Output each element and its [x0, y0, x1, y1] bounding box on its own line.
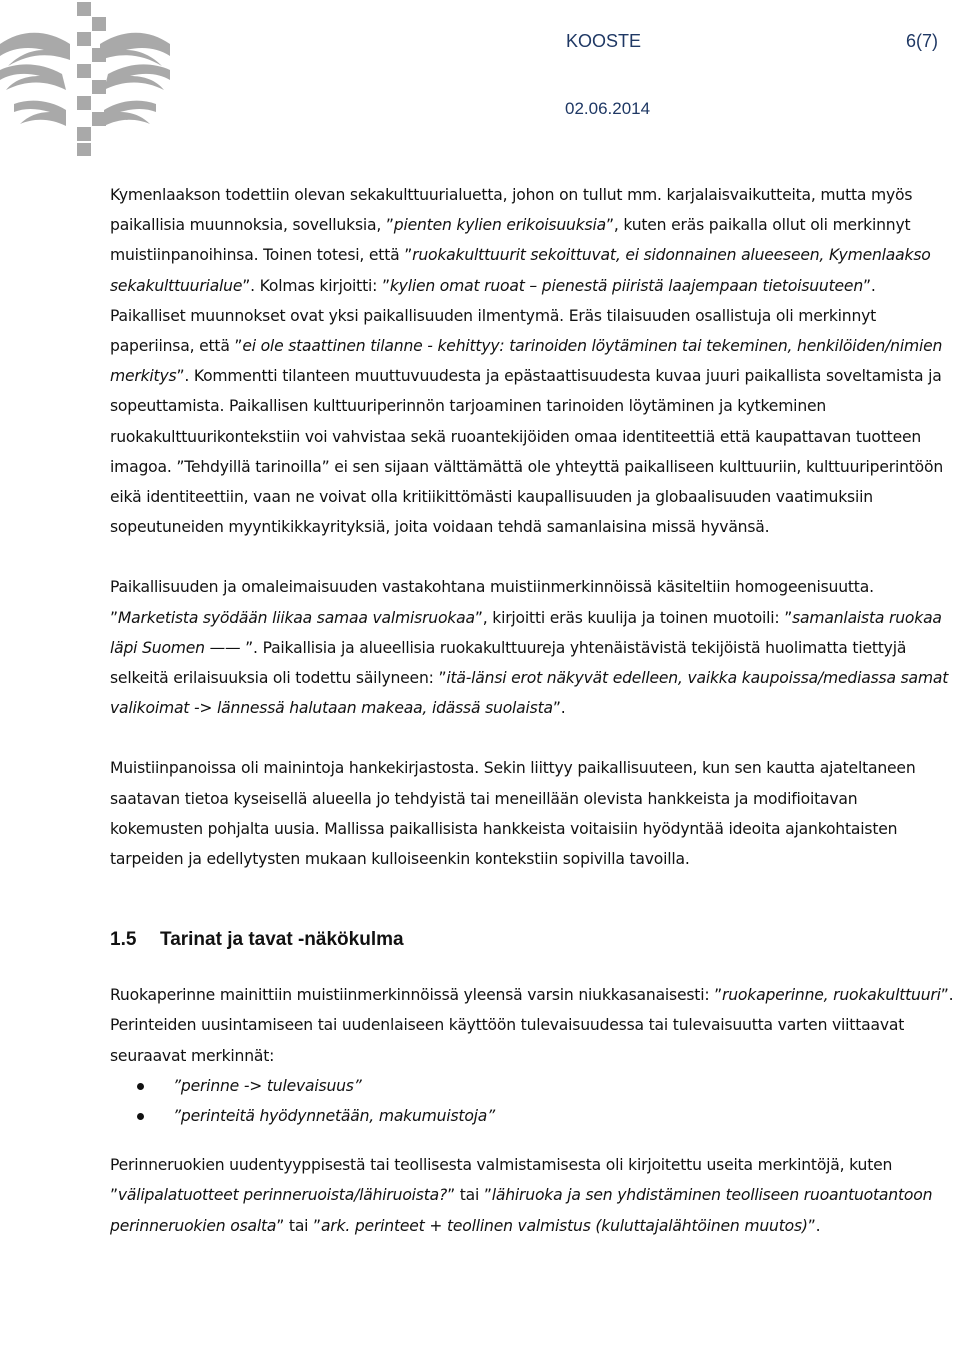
paragraph-industrial-production: [110, 1150, 955, 1241]
text-run: ”. Paikalliset muunnokset ovat yksi paikallisuuden ilmentymä. Eräs tilaisuuden osallistuja oli merkinnyt paperiinsa, että ”: [110, 276, 877, 356]
quoted-note: ei ole staattinen tilanne - kehittyy: tarinoiden löytäminen tai tekeminen, henkilöiden/nimien merkitys: [110, 337, 943, 386]
text-run: Ruokaperinne mainittiin muistiinmerkinnöissä yleensä varsin niukkasanaisesti: ”: [110, 986, 723, 1005]
bullet-text: ”perinne -> tulevaisuus”: [173, 1076, 362, 1095]
quoted-note: samanlaista ruokaa läpi Suomen ——: [110, 608, 942, 657]
section-heading: [110, 925, 955, 955]
document-body: [110, 180, 955, 1241]
university-flame-logo: [0, 0, 170, 158]
text-run: ”.: [552, 699, 566, 718]
text-run: ”. Kommentti tilanteen muuttuvuudesta ja epästaattisuudesta kuvaa juuri paikallista soveltamista ja sopeuttamista. Paikallisen kulttuuriperinnön tarjoaminen tarinoiden löytäminen ja kytkeminen ruokakulttuurikontekstiin voi vahvistaa sekä ruoantekijöiden omaa identiteettiä että kaupattavan tuotteen imagoa. ”Tehdyillä tarinoilla” ei sen sijaan välttämättä ole yhteyttä paikalliseen kulttuuriin, kulttuuriperintöön eikä identiteettiin, vaan ne voivat olla kritiikittömästi kaupallisuuden ja globaalisuuden vaatimuksiin sopeutuneiden myyntikikkayrityksiä, joita voidaan tehdä samanlaisina missä hyvänsä.: [110, 367, 944, 537]
text-run: ”. Paikallisia ja alueellisia ruokakulttuureja yhtenäistävistä tekijöistä huolimatta tiettyjä selkeitä erilaisuuksia oli todettu säilyneen: ”: [110, 638, 907, 688]
section-title: Tarinat ja tavat -näkökulma: [160, 929, 404, 951]
paragraph-local-variations: [110, 180, 955, 542]
list-item: [110, 1101, 955, 1131]
text-run: Kymenlaakson todettiin olevan sekakulttuurialuetta, johon on tullut mm. karjalaisvaikutteita, mutta myös paikallisia muunnoksia, sovelluksia, ”: [110, 186, 913, 235]
text-run: ” tai ”: [447, 1186, 492, 1205]
text-run: Muistiinpanoissa oli mainintoja hankekirjastosta. Sekin liittyy paikallisuuteen, kun sen kautta ajateltaneen saatavan tietoa kyseisellä alueella jo tehdyistä tai meneillään olevista hankkeista ja modifioitavan kokemusten pohjalta uusia. Mallissa paikallisista hankkeista voitaisiin hyödyntää ideoita ajankohtaisten tarpeiden ja edellytysten mukaan kulloiseenkin kontekstiin sopivilla tavoilla.: [110, 759, 916, 869]
quoted-note: itä-länsi erot näkyvät edelleen, vaikka kaupoissa/mediassa samat valikoimat -> lännessä halutaan makeaa, idässä suolaista: [110, 669, 949, 718]
list-item: [110, 1071, 955, 1101]
paragraph-project-library: [110, 753, 955, 874]
text-run: ”. Perinteiden uusintamiseen tai uudenlaiseen käyttöön tulevaisuudessa tai tulevaisuutta varten viittaavat seuraavat merkinnät:: [110, 986, 954, 1065]
quoted-note: pienten kylien erikoisuuksia: [393, 216, 606, 235]
bullet-icon: [137, 1113, 144, 1120]
quoted-note: välipalatuotteet perinneruoista/lähiruoista?: [117, 1186, 448, 1205]
document-date: 02.06.2014: [565, 99, 651, 118]
section-number: 1.5: [110, 929, 137, 951]
bullet-list: [110, 1071, 955, 1131]
page-number: 6(7): [906, 31, 939, 51]
text-run: Perinneruokien uudentyyppisestä tai teollisesta valmistamisesta oli kirjoitettu useita merkintöjä, kuten ”: [110, 1156, 893, 1205]
text-run: ”, kuten eräs paikalla ollut oli merkinnyt muistiinpanoihinsa. Toinen totesi, että ”: [110, 216, 911, 265]
quoted-note: ruokaperinne, ruokakulttuuri: [722, 986, 941, 1005]
quoted-note: ark. perinteet + teollinen valmistus (kuluttajalähtöinen muutos): [320, 1216, 808, 1235]
quoted-note: lähiruoka ja sen yhdistäminen teolliseen ruoantuotantoon perinneruokien osalta: [110, 1186, 933, 1235]
quoted-note: Marketista syödään liikaa samaa valmisruokaa: [117, 608, 475, 627]
text-run: ”. Kolmas kirjoitti: ”: [242, 276, 390, 295]
paragraph-food-tradition: [110, 980, 955, 1071]
bullet-text: ”perinteitä hyödynnetään, makumuistoja”: [173, 1107, 496, 1126]
text-run: ”.: [807, 1216, 821, 1235]
document-title: KOOSTE: [566, 31, 642, 51]
paragraph-homogeneity: [110, 572, 955, 723]
text-run: ”, kirjoitti eräs kuulija ja toinen muotoili: ”: [474, 608, 793, 627]
text-run: Paikallisuuden ja omaleimaisuuden vastakohtana muistiinmerkinnöissä käsiteltiin homogeenisuutta. ”: [110, 578, 874, 627]
quoted-note: kylien omat ruoat – pienestä piiristä laajempaan tietoisuuteen: [389, 276, 863, 295]
bullet-icon: [137, 1083, 144, 1090]
text-run: ” tai ”: [276, 1216, 321, 1235]
quoted-note: ruokakulttuurit sekoittuvat, ei sidonnainen alueeseen, Kymenlaakso sekakulttuurialue: [110, 246, 931, 295]
